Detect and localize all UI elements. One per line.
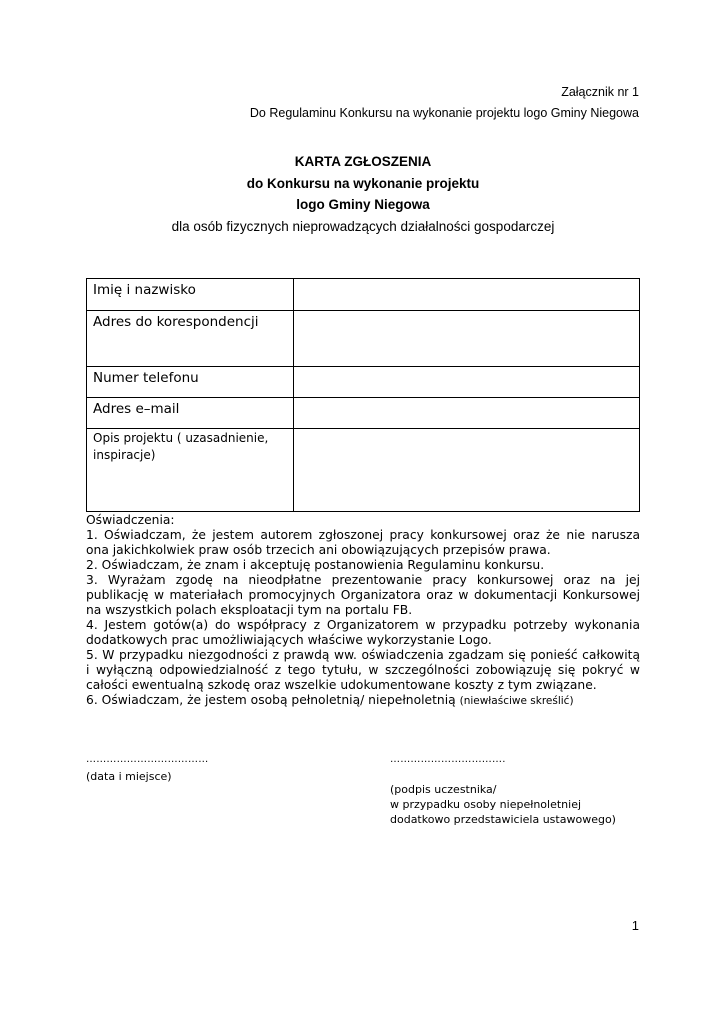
form-row-name — [87, 279, 640, 311]
form-row-phone — [87, 367, 640, 398]
phone-field[interactable] — [294, 367, 640, 398]
name-field[interactable] — [294, 279, 640, 311]
signature-label-line2: w przypadku osoby niepełnoletniej — [390, 798, 582, 811]
email-field[interactable] — [294, 398, 640, 429]
attachment-note — [250, 82, 639, 124]
phone-label: Numer telefonu — [87, 367, 294, 398]
email-label: Adres e–mail — [87, 398, 294, 429]
form-subtitle-logo: logo Gminy Niegowa — [296, 197, 430, 212]
form-title: KARTA ZGŁOSZENIA — [294, 154, 432, 169]
name-label: Imię i nazwisko — [87, 279, 294, 311]
signature-label-line3: dodatkowo przedstawiciela ustawowego) — [390, 813, 616, 826]
attachment-number: Załącznik nr 1 — [561, 85, 639, 99]
declaration-item-6 — [86, 693, 640, 709]
form-row-description — [87, 429, 640, 512]
declaration-item: 2. Oświadczam, że znam i akceptuję postanowienia Regulaminu konkursu. — [86, 558, 545, 572]
date-place-dotted-line[interactable]: ……………………………… — [86, 754, 209, 765]
description-label: Opis projektu ( uzasadnienie, inspiracje) — [87, 429, 294, 512]
declarations-section — [86, 512, 640, 709]
declaration-item-6-text: 6. Oświadczam, że jestem osobą pełnoletnią/ niepełnoletnią — [86, 693, 460, 707]
address-label: Adres do korespondencji — [87, 311, 294, 367]
declaration-item: 3. Wyrażam zgodę na nieodpłatne prezentowanie pracy konkursowej oraz na jej publikację w materiałach promocyjnych Organizatora oraz w dokumentacji Konkursowej na wszystkich polach eksploatacji tym na portalu FB. — [86, 573, 640, 617]
declaration-item: 1. Oświadczam, że jestem autorem zgłoszonej pracy konkursowej oraz że nie narusza ona jakichkolwiek praw osób trzecich ani obowiązujących przepisów prawa. — [86, 528, 640, 557]
form-row-email — [87, 398, 640, 429]
application-form-table — [86, 278, 640, 512]
form-audience: dla osób fizycznych nieprowadzących działalności gospodarczej — [171, 218, 555, 234]
form-row-address — [87, 311, 640, 367]
declarations-title: Oświadczenia: — [86, 513, 175, 527]
attachment-reference: Do Regulaminu Konkursu na wykonanie projektu logo Gminy Niegowa — [249, 106, 639, 120]
declaration-item-6-note: (niewłaściwe skreślić) — [459, 695, 574, 707]
address-field[interactable] — [294, 311, 640, 367]
declaration-item: 5. W przypadku niezgodności z prawdą ww. oświadczenia zgadzam się ponieść całkowitą i wyłączną odpowiedzialność z tego tytułu, w szczególności zobowiązuję się pokryć w całości ewentualną szkodę oraz wszelkie udokumentowane koszty z tym związane. — [86, 648, 640, 692]
description-field[interactable] — [294, 429, 640, 512]
date-place-label: (data i miejsce) — [86, 770, 172, 783]
page-number: 1 — [631, 918, 639, 933]
signature-dotted-line[interactable]: ……………………………. — [390, 754, 506, 765]
form-subtitle-contest: do Konkursu na wykonanie projektu — [246, 175, 480, 191]
declaration-item: 4. Jestem gotów(a) do współpracy z Organizatorem w przypadku potrzeby wykonania dodatkowych prac umożliwiających właściwe wykorzystanie Logo. — [86, 618, 640, 647]
signature-label-line1: (podpis uczestnika/ — [390, 783, 497, 796]
participant-signature — [390, 752, 616, 827]
date-place-signature — [86, 752, 208, 784]
form-heading — [86, 151, 640, 237]
